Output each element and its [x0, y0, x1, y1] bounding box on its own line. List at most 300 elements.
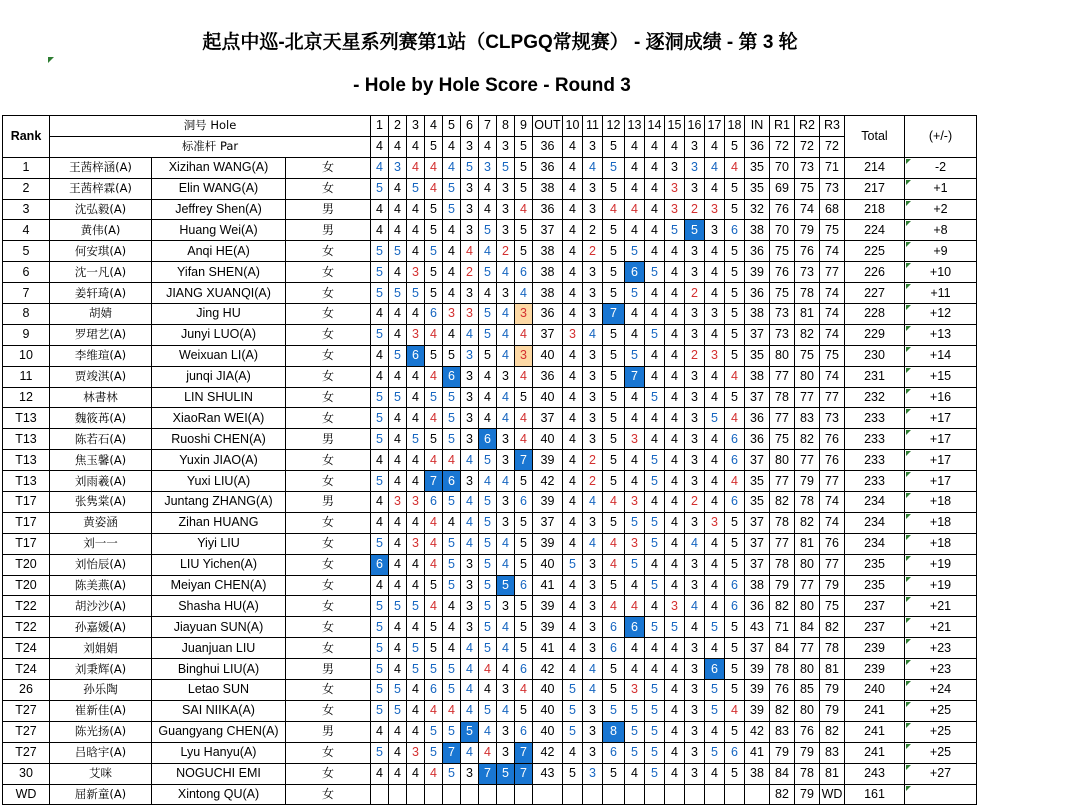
hole-score: 5	[515, 178, 533, 199]
hole-score: 4	[371, 450, 389, 471]
hole-score: 37	[745, 638, 770, 659]
hole-score: 4	[389, 450, 407, 471]
hole-score	[371, 784, 389, 805]
hole-score: 3	[563, 324, 583, 345]
player-row	[3, 283, 977, 304]
player-name-en: Letao SUN	[152, 680, 286, 701]
hole-score: 4	[665, 533, 685, 554]
hole-score: 4	[563, 157, 583, 178]
hole-score: 3	[389, 157, 407, 178]
hole-score: 5	[371, 429, 389, 450]
hole-score: 78	[795, 492, 820, 513]
hole-score: 4	[461, 492, 479, 513]
hole-score: 4	[407, 241, 425, 262]
hole-score: 3	[583, 178, 603, 199]
hole-score: 4	[371, 492, 389, 513]
hole-score	[425, 784, 443, 805]
player-total: 214	[845, 157, 905, 178]
player-total: 232	[845, 387, 905, 408]
hole-score: 5	[705, 617, 725, 638]
player-row	[3, 157, 977, 178]
hole-score: 5	[725, 617, 745, 638]
par-value: 4	[371, 136, 389, 157]
hole-score: 5	[425, 638, 443, 659]
hole-number: 1	[371, 116, 389, 137]
hole-score: 81	[820, 763, 845, 784]
hole-score: 5	[371, 283, 389, 304]
hole-score: 3	[461, 408, 479, 429]
player-sex: 女	[286, 471, 371, 492]
player-name-cn: 黄伟(A)	[50, 220, 152, 241]
hole-number: 11	[583, 116, 603, 137]
hole-score: 76	[770, 199, 795, 220]
hole-score: 4	[645, 638, 665, 659]
hole-score: 4	[497, 262, 515, 283]
hole-score: 5	[389, 345, 407, 366]
hole-score: 4	[479, 471, 497, 492]
hole-score	[745, 784, 770, 805]
player-total: 218	[845, 199, 905, 220]
player-name-en: LIN SHULIN	[152, 387, 286, 408]
hole-score: 74	[820, 283, 845, 304]
hole-score: 4	[461, 742, 479, 763]
hole-score: 5	[603, 575, 625, 596]
hole-score: 4	[389, 304, 407, 325]
hole-score: 4	[497, 471, 515, 492]
hole-score	[645, 784, 665, 805]
hole-score: 37	[533, 512, 563, 533]
player-sex: 女	[286, 157, 371, 178]
hole-score: 5	[443, 680, 461, 701]
hole-score: 4	[563, 659, 583, 680]
player-row	[3, 638, 977, 659]
hole-score: 3	[665, 178, 685, 199]
hole-score: 77	[770, 408, 795, 429]
hole-score: 4	[685, 596, 705, 617]
hole-score: 4	[725, 408, 745, 429]
hole-score: 35	[745, 345, 770, 366]
par-value: 72	[770, 136, 795, 157]
hole-score: 5	[371, 471, 389, 492]
hole-score: 5	[407, 429, 425, 450]
hole-score: 82	[770, 492, 795, 513]
hole-score: 39	[745, 262, 770, 283]
hole-score: 79	[795, 742, 820, 763]
hole-score: 4	[479, 721, 497, 742]
player-name-cn: 李维瑄(A)	[50, 345, 152, 366]
hole-score: 79	[820, 700, 845, 721]
hole-score: 3	[583, 596, 603, 617]
player-rank: T13	[3, 450, 50, 471]
par-value: 4	[665, 136, 685, 157]
hole-score: 5	[389, 596, 407, 617]
hole-score: 3	[461, 617, 479, 638]
hole-score: 2	[497, 241, 515, 262]
hole-score: 77	[795, 387, 820, 408]
hole-number: 4	[425, 116, 443, 137]
hole-number: OUT	[533, 116, 563, 137]
hole-score: 4	[625, 324, 645, 345]
par-value: 3	[685, 136, 705, 157]
hole-score: 3	[685, 241, 705, 262]
player-sex: 男	[286, 721, 371, 742]
hole-score: 4	[625, 659, 645, 680]
player-name-cn: 崔新佳(A)	[50, 700, 152, 721]
hole-score: 4	[443, 220, 461, 241]
score-table-body	[3, 116, 977, 805]
player-sex: 女	[286, 554, 371, 575]
hole-score: 4	[665, 680, 685, 701]
hole-score: 5	[603, 345, 625, 366]
hole-score: 40	[533, 387, 563, 408]
hole-score: 5	[725, 638, 745, 659]
hole-score: 4	[705, 575, 725, 596]
player-name-en: Elin WANG(A)	[152, 178, 286, 199]
hole-score: 5	[479, 638, 497, 659]
hole-score: 80	[770, 450, 795, 471]
hole-score: 5	[443, 554, 461, 575]
hole-score: 3	[685, 575, 705, 596]
hole-score: 4	[665, 304, 685, 325]
player-name-cn: 孙乐陶	[50, 680, 152, 701]
hole-score: 74	[820, 324, 845, 345]
hole-score: 77	[795, 638, 820, 659]
hole-score: 4	[665, 742, 685, 763]
hole-number: IN	[745, 116, 770, 137]
hole-score: 6	[705, 659, 725, 680]
hole-score: 5	[371, 638, 389, 659]
hole-score: 5	[603, 512, 625, 533]
hole-score: 4	[407, 700, 425, 721]
hole-score: 35	[745, 492, 770, 513]
hole-score: 5	[725, 178, 745, 199]
hole-score	[497, 784, 515, 805]
hole-score: 4	[665, 512, 685, 533]
hole-score: 5	[515, 512, 533, 533]
hole-score: 42	[533, 471, 563, 492]
player-row	[3, 387, 977, 408]
hole-score: 4	[389, 763, 407, 784]
hole-score: 2	[583, 241, 603, 262]
player-name-en: NOGUCHI EMI	[152, 763, 286, 784]
player-row	[3, 450, 977, 471]
hole-score: 4	[371, 721, 389, 742]
par-value: 4	[705, 136, 725, 157]
player-name-en: Yiyi LIU	[152, 533, 286, 554]
hole-score: 5	[625, 345, 645, 366]
player-row	[3, 617, 977, 638]
player-total: 235	[845, 575, 905, 596]
player-name-en: Ruoshi CHEN(A)	[152, 429, 286, 450]
hole-score: 3	[461, 387, 479, 408]
header-row-holes	[3, 116, 977, 137]
player-total: 239	[845, 659, 905, 680]
player-name-cn: 罗珺艺(A)	[50, 324, 152, 345]
player-rank: 6	[3, 262, 50, 283]
hole-score: 5	[443, 387, 461, 408]
hole-score: 4	[389, 742, 407, 763]
player-total: 241	[845, 721, 905, 742]
hole-score: 84	[770, 763, 795, 784]
player-name-cn: 胡沙沙(A)	[50, 596, 152, 617]
hole-score: 5	[603, 408, 625, 429]
hole-score: 4	[725, 700, 745, 721]
hole-score: 74	[795, 199, 820, 220]
hole-score: 4	[407, 304, 425, 325]
hole-score: 4	[665, 638, 685, 659]
hole-score: 41	[533, 575, 563, 596]
hole-score: 5	[425, 659, 443, 680]
hole-score: 5	[725, 387, 745, 408]
hole-score: 4	[479, 241, 497, 262]
hole-score: 5	[371, 262, 389, 283]
hole-score: 37	[745, 450, 770, 471]
hole-score: 5	[479, 304, 497, 325]
hole-score: 4	[407, 199, 425, 220]
player-row	[3, 659, 977, 680]
player-topar: +19	[905, 554, 977, 575]
hole-score: 5	[515, 700, 533, 721]
hole-score: 4	[665, 575, 685, 596]
hole-score: 4	[443, 157, 461, 178]
player-sex: 女	[286, 345, 371, 366]
hole-score: 3	[685, 450, 705, 471]
hole-score: 5	[443, 575, 461, 596]
par-value: 3	[497, 136, 515, 157]
hole-score: 5	[515, 471, 533, 492]
hole-number: R2	[795, 116, 820, 137]
hole-score: 3	[461, 596, 479, 617]
player-row	[3, 596, 977, 617]
player-sex: 男	[286, 220, 371, 241]
hole-score: 5	[497, 763, 515, 784]
comment-marker-icon	[48, 57, 54, 63]
hole-score: 4	[583, 492, 603, 513]
hole-score: 4	[563, 638, 583, 659]
hole-score: 4	[407, 680, 425, 701]
hole-score: 5	[563, 680, 583, 701]
player-topar: +25	[905, 742, 977, 763]
player-rank: T27	[3, 721, 50, 742]
player-topar: +23	[905, 659, 977, 680]
player-rank: 30	[3, 763, 50, 784]
hole-score: 5	[407, 659, 425, 680]
hole-score: 3	[685, 763, 705, 784]
hole-score: 4	[665, 366, 685, 387]
hole-score: 4	[425, 763, 443, 784]
hole-score: 40	[533, 429, 563, 450]
player-total: 243	[845, 763, 905, 784]
hole-score: 5	[563, 554, 583, 575]
hole-score: 2	[583, 471, 603, 492]
hole-score: 5	[443, 533, 461, 554]
hole-score: 4	[645, 596, 665, 617]
player-rank: T20	[3, 554, 50, 575]
player-total: 240	[845, 680, 905, 701]
hole-score: 5	[645, 533, 665, 554]
hole-score: 5	[603, 700, 625, 721]
hole-score: 4	[425, 178, 443, 199]
hole-score: 5	[645, 450, 665, 471]
hole-score: 3	[685, 304, 705, 325]
hole-score: 4	[563, 596, 583, 617]
player-name-cn: 姜轩琦(A)	[50, 283, 152, 304]
hole-score: 3	[583, 617, 603, 638]
hole-score: 3	[665, 199, 685, 220]
hole-score	[625, 784, 645, 805]
hole-score: 3	[625, 680, 645, 701]
hole-score: 82	[795, 429, 820, 450]
hole-score: 37	[745, 554, 770, 575]
hole-score: 4	[665, 721, 685, 742]
player-topar: +15	[905, 366, 977, 387]
hole-score: 5	[725, 554, 745, 575]
hole-score: 5	[371, 324, 389, 345]
hole-score: 4	[461, 638, 479, 659]
hole-score: 6	[443, 471, 461, 492]
hole-score: 78	[820, 638, 845, 659]
player-topar: +17	[905, 450, 977, 471]
hole-score: 4	[705, 157, 725, 178]
player-name-en: Huang Wei(A)	[152, 220, 286, 241]
hole-score: 39	[533, 450, 563, 471]
hole-score: 4	[389, 408, 407, 429]
hole-score: 3	[583, 700, 603, 721]
player-total: 226	[845, 262, 905, 283]
hole-score: 4	[479, 199, 497, 220]
par-value: 5	[725, 136, 745, 157]
hole-score: 5	[371, 241, 389, 262]
hole-score: 77	[820, 471, 845, 492]
hole-score: 5	[645, 700, 665, 721]
hole-score: 4	[479, 366, 497, 387]
topar-header: (+/-)	[905, 116, 977, 158]
hole-score: 6	[443, 366, 461, 387]
hole-score: 4	[371, 345, 389, 366]
hole-score: 7	[479, 763, 497, 784]
player-total: 217	[845, 178, 905, 199]
hole-score: 5	[515, 387, 533, 408]
player-sex: 女	[286, 575, 371, 596]
par-value: 72	[795, 136, 820, 157]
hole-score: 3	[685, 512, 705, 533]
player-row	[3, 784, 977, 805]
hole-score: 5	[563, 700, 583, 721]
player-name-cn: 林書林	[50, 387, 152, 408]
hole-score: 4	[665, 429, 685, 450]
hole-score: 3	[685, 471, 705, 492]
par-value: 3	[461, 136, 479, 157]
hole-score: 3	[583, 512, 603, 533]
hole-number: 8	[497, 116, 515, 137]
player-total: 227	[845, 283, 905, 304]
hole-score: 3	[583, 366, 603, 387]
hole-score: 3	[583, 345, 603, 366]
hole-score: 4	[563, 533, 583, 554]
hole-score: 4	[443, 638, 461, 659]
player-total: 231	[845, 366, 905, 387]
hole-score: 4	[625, 471, 645, 492]
player-total: 233	[845, 450, 905, 471]
hole-score: 4	[371, 575, 389, 596]
hole-score: 3	[461, 178, 479, 199]
player-name-en: Anqi HE(A)	[152, 241, 286, 262]
hole-score: 5	[425, 429, 443, 450]
hole-number: 3	[407, 116, 425, 137]
hole-score: 73	[820, 178, 845, 199]
hole-score: 5	[443, 659, 461, 680]
hole-score: 5	[645, 721, 665, 742]
hole-score: 40	[533, 700, 563, 721]
hole-score: 42	[533, 742, 563, 763]
hole-score: 4	[665, 324, 685, 345]
hole-score: 3	[461, 575, 479, 596]
par-value: 5	[425, 136, 443, 157]
hole-score: 5	[371, 742, 389, 763]
hole-score: 4	[461, 450, 479, 471]
par-value: 4	[389, 136, 407, 157]
hole-score: 81	[820, 659, 845, 680]
player-name-cn: 艾咪	[50, 763, 152, 784]
player-name-en: Lyu Hanyu(A)	[152, 742, 286, 763]
hole-score: 74	[820, 304, 845, 325]
hole-score: 4	[563, 492, 583, 513]
hole-score: 4	[389, 721, 407, 742]
hole-score: 4	[625, 450, 645, 471]
hole-score: 6	[425, 304, 443, 325]
hole-score: 4	[705, 554, 725, 575]
hole-score: 79	[770, 575, 795, 596]
hole-score: 4	[497, 345, 515, 366]
hole-score: 5	[705, 680, 725, 701]
hole-score: 4	[665, 659, 685, 680]
player-sex: 女	[286, 533, 371, 554]
hole-score: 41	[533, 638, 563, 659]
hole-score: 77	[795, 575, 820, 596]
hole-score: 4	[563, 304, 583, 325]
hole-score: 39	[533, 492, 563, 513]
player-rank: 26	[3, 680, 50, 701]
hole-score: 4	[425, 533, 443, 554]
hole-score: 5	[563, 721, 583, 742]
player-rank: T22	[3, 617, 50, 638]
player-rank: 10	[3, 345, 50, 366]
hole-score: 36	[745, 241, 770, 262]
hole-score: 6	[725, 742, 745, 763]
hole-score: 77	[770, 366, 795, 387]
hole-score: 4	[425, 450, 443, 471]
hole-score: 4	[389, 324, 407, 345]
hole-score: 75	[770, 241, 795, 262]
hole-score: 4	[625, 387, 645, 408]
hole-score: 4	[705, 533, 725, 554]
player-name-en: Jeffrey Shen(A)	[152, 199, 286, 220]
hole-score: 4	[625, 408, 645, 429]
par-value: 3	[583, 136, 603, 157]
par-value: 4	[479, 136, 497, 157]
hole-score: 79	[795, 220, 820, 241]
hole-score: 5	[645, 575, 665, 596]
player-name-cn: 张隽棠(A)	[50, 492, 152, 513]
player-total: 241	[845, 700, 905, 721]
hole-score: 4	[443, 262, 461, 283]
player-name-en: SAI NIIKA(A)	[152, 700, 286, 721]
hole-score: 2	[685, 199, 705, 220]
hole-score: 4	[371, 366, 389, 387]
hole-score: 7	[443, 742, 461, 763]
par-value: 5	[603, 136, 625, 157]
hole-score: 7	[603, 304, 625, 325]
